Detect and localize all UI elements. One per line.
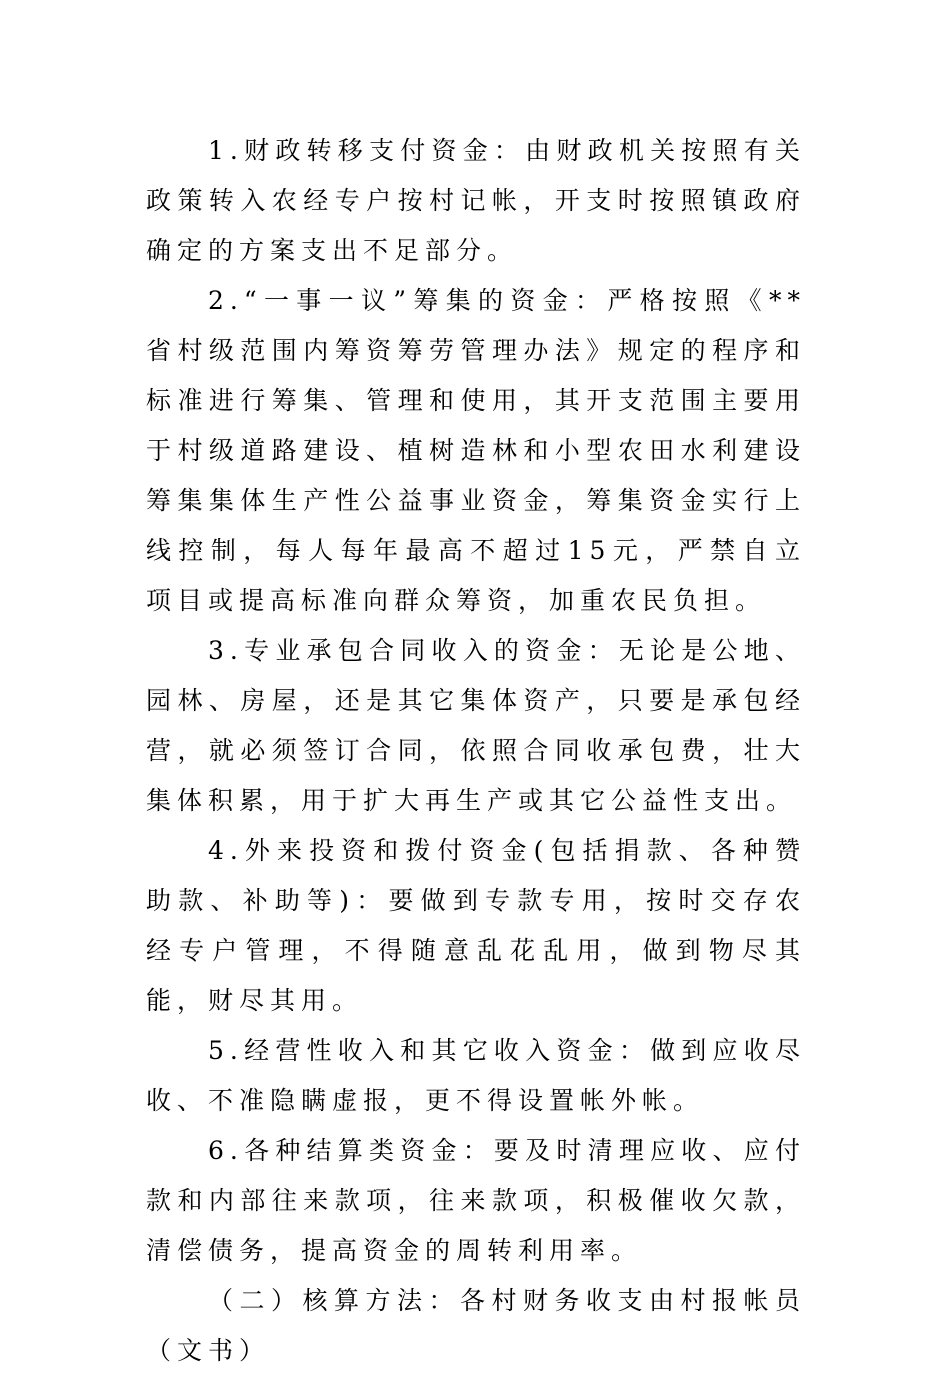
paragraph-fiscal-transfer: 1.财政转移支付资金：由财政机关按照有关政策转入农经专户按村记帐，开支时按照镇政府确定的方案支出不足部分。 [146,136,806,265]
paragraph-settlement-funds: 6.各种结算类资金：要及时清理应收、应付款和内部往来款项，往来款项，积极催收欠款，清偿债务，提高资金的周转利用率。 [146,1136,806,1265]
paragraph-accounting-method: （二）核算方法：各村财务收支由村报帐员（文书） [146,1286,806,1365]
document-body [146,126,806,1376]
paragraph-contract-income: 3.专业承包合同收入的资金：无论是公地、园林、房屋，还是其它集体资产，只要是承包经营，就必须签订合同，依照合同收承包费，壮大集体积累，用于扩大再生产或其它公益性支出。 [146,636,806,815]
paragraph-one-matter-one-discussion: 2.“一事一议”筹集的资金：严格按照《**省村级范围内筹资筹劳管理办法》规定的程序和标准进行筹集、管理和使用，其开支范围主要用于村级道路建设、植树造林和小型农田水利建设筹集集体生产性公益事业资金，筹集资金实行上线控制，每人每年最高不超过15元，严禁自立项目或提高标准向群众筹资，加重农民负担。 [146,286,806,615]
paragraph-external-investment: 4.外来投资和拨付资金(包括捐款、各种赞助款、补助等)：要做到专款专用，按时交存农经专户管理，不得随意乱花乱用，做到物尽其能，财尽其用。 [146,836,806,1015]
paragraph-operating-income: 5.经营性收入和其它收入资金：做到应收尽收、不准隐瞒虚报，更不得设置帐外帐。 [146,1036,806,1115]
